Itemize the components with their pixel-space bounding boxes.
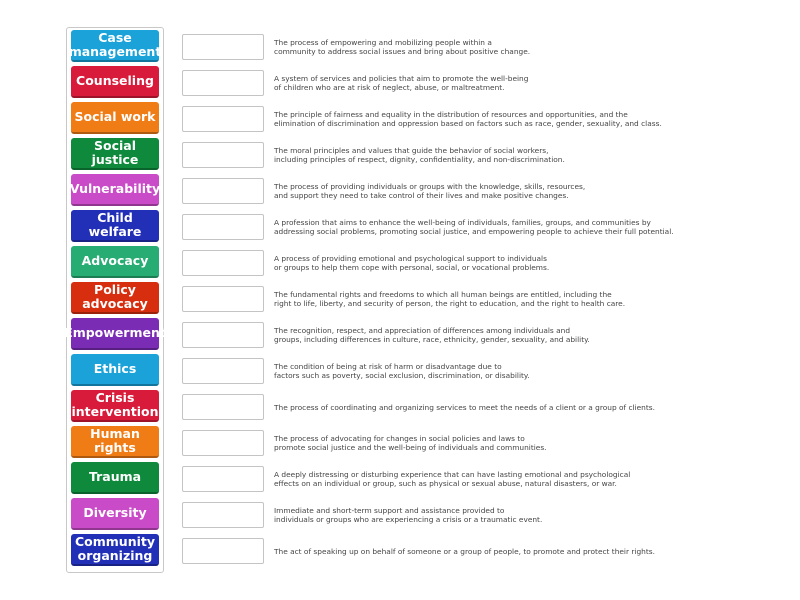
definition-text: A system of services and policies that aim to promote the well-being of children who are at risk of neglect, abuse, or maltreatment. — [274, 74, 529, 92]
definition-text: The process of coordinating and organizing services to meet the needs of a client or a group of clients. — [274, 402, 655, 412]
term-tile[interactable]: Human rights — [71, 426, 159, 458]
term-tile[interactable]: Vulnerability — [71, 174, 159, 206]
answer-slot[interactable] — [182, 142, 264, 168]
answer-slot[interactable] — [182, 502, 264, 528]
answer-slot[interactable] — [182, 358, 264, 384]
definition-text: The process of providing individuals or groups with the knowledge, skills, resources, and support they need to take control of their lives and make positive changes. — [274, 182, 586, 200]
term-tile[interactable]: Counseling — [71, 66, 159, 98]
term-tile[interactable]: Social work — [71, 102, 159, 134]
answer-slot[interactable] — [182, 250, 264, 276]
definition-text: The process of advocating for changes in social policies and laws to promote social justice and the well-being of individuals and communities. — [274, 434, 547, 452]
answer-slot[interactable] — [182, 322, 264, 348]
definition-text: The process of empowering and mobilizing people within a community to address social issues and bring about positive change. — [274, 38, 531, 56]
answer-slot[interactable] — [182, 214, 264, 240]
term-tile[interactable]: Community organizing — [71, 534, 159, 566]
answer-slot[interactable] — [182, 70, 264, 96]
term-tile[interactable]: Policy advocacy — [71, 282, 159, 314]
definition-text: A profession that aims to enhance the well-being of individuals, families, groups, and communities by addressing social problems, promoting social justice, and empowering people to achieve their full potential. — [274, 218, 674, 236]
term-tile[interactable]: Advocacy — [71, 246, 159, 278]
definition-text: A process of providing emotional and psychological support to individuals or groups to help them cope with personal, social, or vocational problems. — [274, 254, 550, 272]
term-tile[interactable]: Ethics — [71, 354, 159, 386]
term-tile[interactable]: Case management — [71, 30, 159, 62]
term-tile[interactable]: Empowerment — [71, 318, 159, 350]
answer-slot[interactable] — [182, 394, 264, 420]
definition-text: Immediate and short-term support and assistance provided to individuals or groups who are experiencing a crisis or a traumatic event. — [274, 506, 543, 524]
definition-text: The condition of being at risk of harm or disadvantage due to factors such as poverty, social exclusion, discrimination, or disability. — [274, 362, 530, 380]
answer-slot[interactable] — [182, 178, 264, 204]
answer-slot[interactable] — [182, 466, 264, 492]
definition-text: A deeply distressing or disturbing experience that can have lasting emotional and psychological effects on an individual or group, such as physical or sexual abuse, natural disasters, or war. — [274, 470, 631, 488]
definition-text: The moral principles and values that guide the behavior of social workers, including principles of respect, dignity, confidentiality, and non-discrimination. — [274, 146, 565, 164]
answer-slot[interactable] — [182, 286, 264, 312]
definition-text: The principle of fairness and equality in the distribution of resources and opportunities, and the elimination of discrimination and oppression based on factors such as race, gender, sexuality, and class. — [274, 110, 662, 128]
term-tile[interactable]: Diversity — [71, 498, 159, 530]
answer-slot[interactable] — [182, 34, 264, 60]
definition-text: The act of speaking up on behalf of someone or a group of people, to promote and protect their rights. — [274, 546, 655, 556]
definition-text: The recognition, respect, and appreciation of differences among individuals and groups, including differences in culture, race, ethnicity, gender, sexuality, and ability. — [274, 326, 590, 344]
term-tile[interactable]: Trauma — [71, 462, 159, 494]
term-tile[interactable]: Crisis intervention — [71, 390, 159, 422]
term-tile[interactable]: Social justice — [71, 138, 159, 170]
definition-text: The fundamental rights and freedoms to which all human beings are entitled, including the right to life, liberty, and security of person, the right to education, and the right to health care. — [274, 290, 626, 308]
answer-slot[interactable] — [182, 106, 264, 132]
term-tile[interactable]: Child welfare — [71, 210, 159, 242]
answer-slot[interactable] — [182, 538, 264, 564]
answer-slot[interactable] — [182, 430, 264, 456]
